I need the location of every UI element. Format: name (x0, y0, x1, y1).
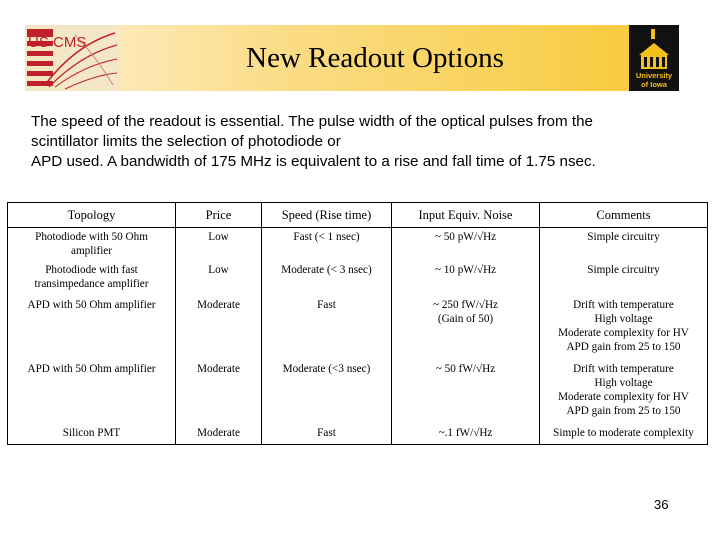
page-number: 36 (654, 497, 669, 512)
cell-noise (392, 261, 540, 296)
cell-line: (Gain of 50) (437, 313, 494, 325)
cell-line: ~ 50 fW/√Hz (435, 363, 496, 375)
cell-line: ~ 250 fW/√Hz (432, 299, 498, 311)
cell-price: Moderate (176, 424, 262, 445)
table-row (8, 296, 708, 360)
cell-line: APD gain from 25 to 150 (566, 341, 681, 353)
cell-price: Moderate (176, 296, 262, 360)
table-row (8, 228, 708, 262)
us-cms-logo-text: US CMS (28, 34, 87, 51)
cell-topology (8, 296, 176, 360)
cell-line: ~ 50 pW/√Hz (434, 231, 497, 243)
cell-comments (540, 360, 708, 424)
cell-line: APD with 50 Ohm amplifier (27, 299, 156, 311)
header-speed: Speed (Rise time) (262, 203, 392, 228)
table-row (8, 424, 708, 445)
cell-noise (392, 296, 540, 360)
cell-speed: Moderate (<3 nsec) (262, 360, 392, 424)
university-logo-line2: of Iowa (641, 80, 667, 89)
cell-noise (392, 360, 540, 424)
intro-line: scintillator limits the selection of photodiode or (31, 133, 341, 150)
cell-line: High voltage (594, 377, 653, 389)
cell-comments (540, 261, 708, 296)
intro-paragraph (31, 112, 671, 172)
cell-line: Photodiode with 50 Ohm (35, 231, 148, 243)
cell-topology (8, 228, 176, 262)
us-cms-logo (25, 25, 119, 91)
cell-line: ~.1 fW/√Hz (438, 427, 493, 439)
university-of-iowa-logo (629, 25, 679, 91)
header-topology: Topology (8, 203, 176, 228)
table-header-row (8, 203, 708, 228)
cell-noise (392, 424, 540, 445)
readout-options-table (7, 202, 708, 445)
intro-line: APD used. A bandwidth of 175 MHz is equivalent to a rise and fall time of 1.75 nsec. (31, 153, 596, 170)
cell-topology (8, 261, 176, 296)
cell-line: APD with 50 Ohm amplifier (27, 363, 156, 375)
cell-topology (8, 360, 176, 424)
slide-title: New Readout Options (246, 42, 504, 74)
cell-comments (540, 424, 708, 445)
header-price: Price (176, 203, 262, 228)
header-comments: Comments (540, 203, 708, 228)
cell-price: Low (176, 228, 262, 262)
table-row (8, 261, 708, 296)
cell-line: Silicon PMT (62, 427, 121, 439)
cell-line: APD gain from 25 to 150 (566, 405, 681, 417)
cell-line: ~ 10 pW/√Hz (434, 264, 497, 276)
intro-line: The speed of the readout is essential. The pulse width of the optical pulses from the (31, 113, 593, 130)
cell-speed: Fast (262, 296, 392, 360)
cell-line: Moderate complexity for HV (558, 391, 689, 403)
cell-price: Low (176, 261, 262, 296)
cell-comments (540, 296, 708, 360)
cell-noise (392, 228, 540, 262)
cell-speed: Fast (262, 424, 392, 445)
cell-line: amplifier (70, 245, 112, 257)
cell-comments (540, 228, 708, 262)
cell-speed: Fast (< 1 nsec) (262, 228, 392, 262)
cell-line: Photodiode with fast (45, 264, 138, 276)
cell-line: Drift with temperature (573, 299, 674, 311)
cell-line: Simple to moderate complexity (553, 427, 694, 439)
cell-line: transimpedance amplifier (34, 278, 149, 290)
university-logo-line1: University (635, 71, 673, 80)
cell-price: Moderate (176, 360, 262, 424)
cell-line: High voltage (594, 313, 653, 325)
table-row (8, 360, 708, 424)
header-noise: Input Equiv. Noise (392, 203, 540, 228)
cell-topology (8, 424, 176, 445)
cell-line: Moderate complexity for HV (558, 327, 689, 339)
cell-speed: Moderate (< 3 nsec) (262, 261, 392, 296)
cell-line: Simple circuitry (587, 264, 660, 276)
cell-line: Drift with temperature (573, 363, 674, 375)
cell-line: Simple circuitry (587, 231, 660, 243)
